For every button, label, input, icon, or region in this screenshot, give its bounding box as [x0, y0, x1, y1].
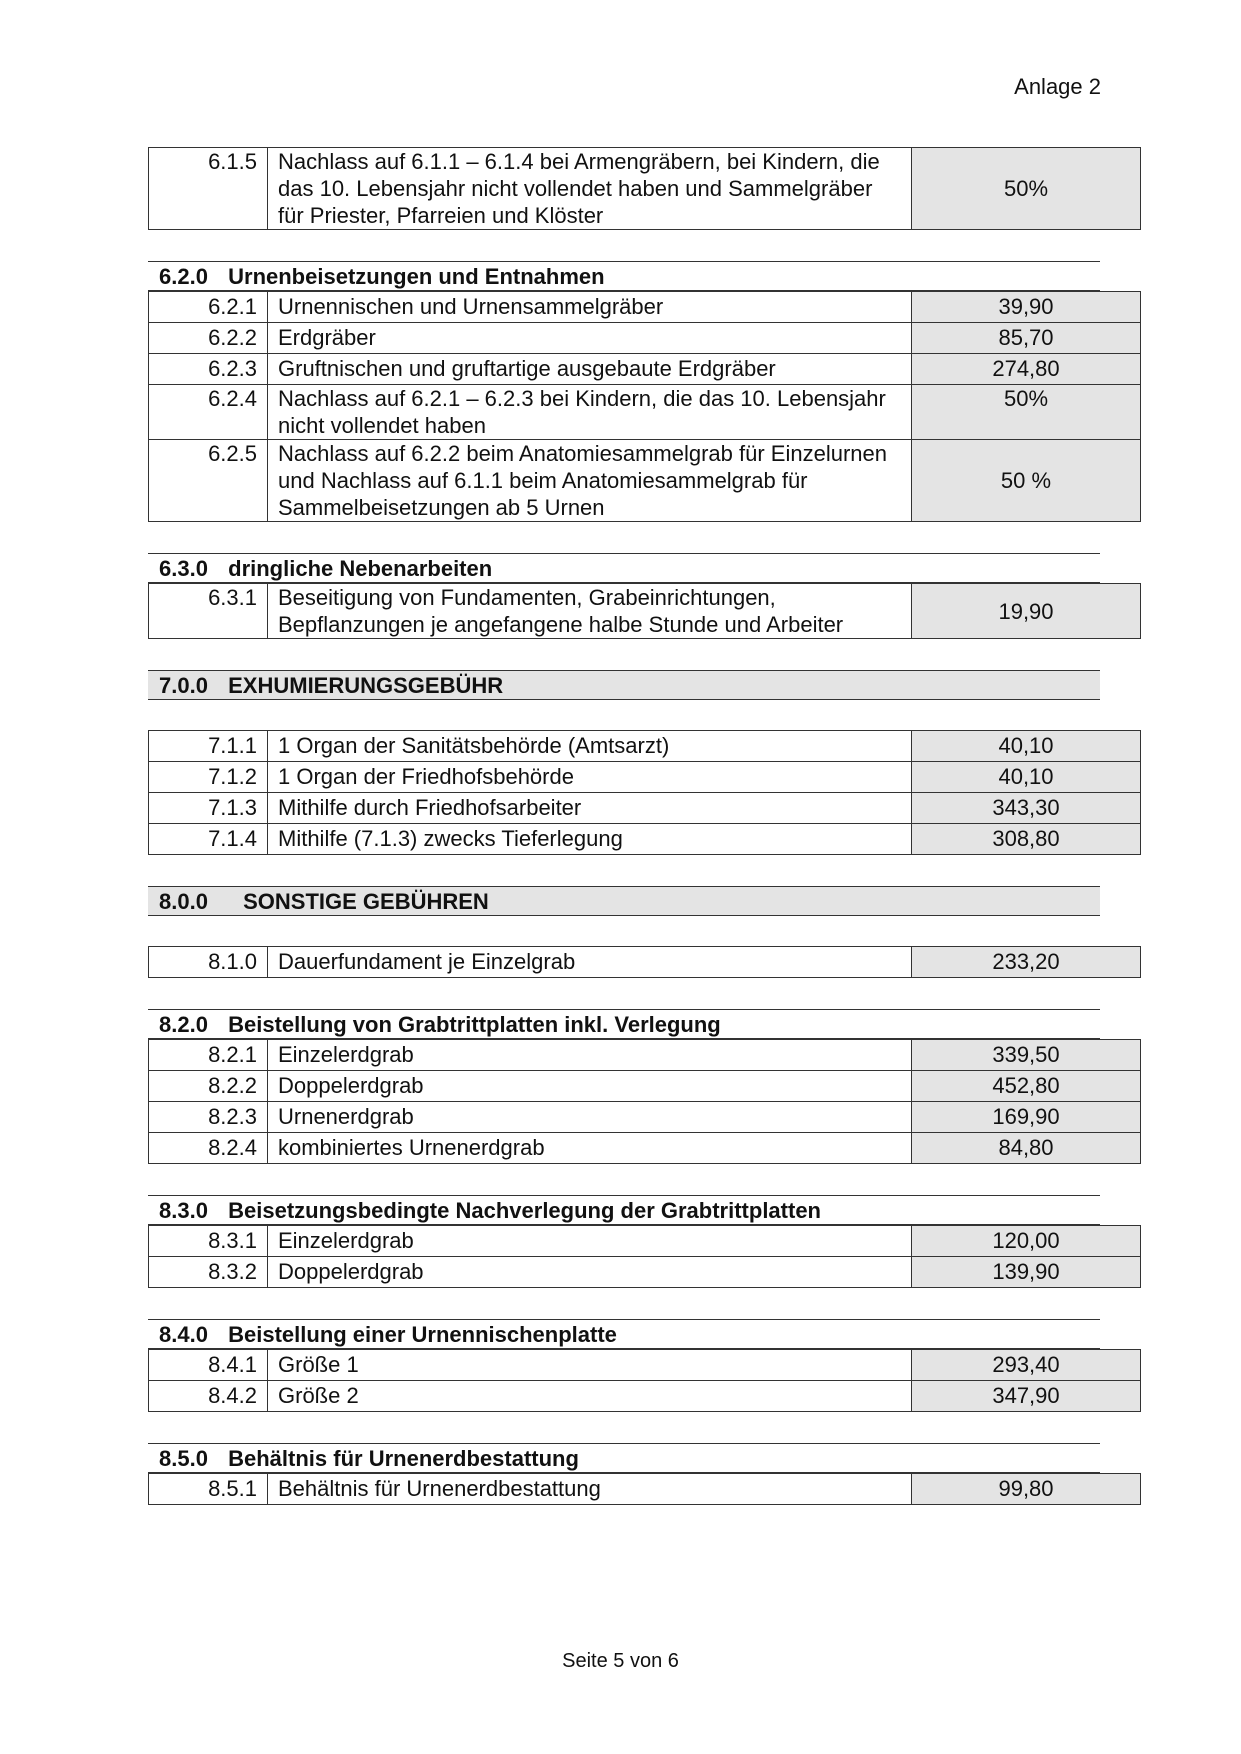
section-8-2-0 — [148, 1009, 1100, 1164]
table-row — [149, 354, 1141, 385]
table-row — [149, 731, 1141, 762]
item-value: 50 % — [912, 440, 1141, 522]
table-row — [149, 793, 1141, 824]
item-number: 8.5.1 — [149, 1474, 268, 1505]
item-number: 8.2.1 — [149, 1040, 268, 1071]
item-number: 8.4.2 — [149, 1381, 268, 1412]
item-description: 1 Organ der Sanitätsbehörde (Amtsarzt) — [268, 731, 912, 762]
table-row — [149, 824, 1141, 855]
section-number: 8.5.0 — [159, 1446, 208, 1471]
item-number: 6.2.2 — [149, 323, 268, 354]
item-description: Erdgräber — [268, 323, 912, 354]
section-7-0-0 — [148, 670, 1100, 855]
item-description: Größe 2 — [268, 1381, 912, 1412]
item-number: 7.1.4 — [149, 824, 268, 855]
item-description: Gruftnischen und gruftartige ausgebaute Erdgräber — [268, 354, 912, 385]
section-6-2-0 — [148, 261, 1100, 522]
section-heading — [148, 1009, 1100, 1039]
section-heading — [148, 886, 1100, 916]
item-description: Behältnis für Urnenerdbestattung — [268, 1474, 912, 1505]
table-row — [149, 762, 1141, 793]
fee-table — [148, 946, 1141, 978]
fee-table — [148, 583, 1141, 639]
item-number: 6.2.1 — [149, 292, 268, 323]
section-8-4-0 — [148, 1319, 1100, 1412]
item-value: 99,80 — [912, 1474, 1141, 1505]
item-value: 50% — [912, 148, 1141, 230]
item-description: Beseitigung von Fundamenten, Grabeinrichtungen, Bepflanzungen je angefangene halbe Stunde und Arbeiter — [268, 584, 912, 639]
item-description: Einzelerdgrab — [268, 1040, 912, 1071]
section-heading — [148, 1319, 1100, 1349]
item-value: 85,70 — [912, 323, 1141, 354]
section-title: Beistellung einer Urnennischenplatte — [228, 1322, 617, 1347]
section-heading — [148, 261, 1100, 291]
section-number: 8.2.0 — [159, 1012, 208, 1037]
table-row — [149, 1226, 1141, 1257]
item-number: 8.2.3 — [149, 1102, 268, 1133]
item-description: Doppelerdgrab — [268, 1071, 912, 1102]
item-value: 84,80 — [912, 1133, 1141, 1164]
item-number: 8.3.1 — [149, 1226, 268, 1257]
fee-table — [148, 1225, 1141, 1288]
item-value: 40,10 — [912, 731, 1141, 762]
table-row — [149, 584, 1141, 639]
item-number: 8.3.2 — [149, 1257, 268, 1288]
item-value: 343,30 — [912, 793, 1141, 824]
fee-table — [148, 1349, 1141, 1412]
section-heading — [148, 1195, 1100, 1225]
section-heading — [148, 1443, 1100, 1473]
section-number: 7.0.0 — [159, 673, 208, 698]
item-number: 8.2.4 — [149, 1133, 268, 1164]
item-number: 6.2.4 — [149, 385, 268, 440]
table-row — [149, 1257, 1141, 1288]
item-number: 7.1.3 — [149, 793, 268, 824]
section-8-0-0 — [148, 886, 1100, 978]
section-number: 8.4.0 — [159, 1322, 208, 1347]
table-row — [149, 385, 1141, 440]
item-value: 40,10 — [912, 762, 1141, 793]
item-value: 308,80 — [912, 824, 1141, 855]
item-value: 452,80 — [912, 1071, 1141, 1102]
item-description: Nachlass auf 6.1.1 – 6.1.4 bei Armengräbern, bei Kindern, die das 10. Lebensjahr nicht vollendet haben und Sammelgräber für Priester, Pfarreien und Klöster — [268, 148, 912, 230]
item-description: Urnennischen und Urnensammelgräber — [268, 292, 912, 323]
item-number: 8.1.0 — [149, 947, 268, 978]
table-row — [149, 440, 1141, 522]
item-value: 19,90 — [912, 584, 1141, 639]
section-heading — [148, 553, 1100, 583]
item-number: 6.1.5 — [149, 148, 268, 230]
item-value: 120,00 — [912, 1226, 1141, 1257]
item-number: 6.2.3 — [149, 354, 268, 385]
item-number: 8.2.2 — [149, 1071, 268, 1102]
section-title: Urnenbeisetzungen und Entnahmen — [228, 264, 605, 289]
item-value: 139,90 — [912, 1257, 1141, 1288]
section-title: SONSTIGE GEBÜHREN — [243, 889, 489, 914]
section-6-1-5 — [148, 147, 1100, 230]
item-description: Doppelerdgrab — [268, 1257, 912, 1288]
section-title: EXHUMIERUNGSGEBÜHR — [228, 673, 504, 698]
page-header-label: Anlage 2 — [1014, 74, 1101, 99]
item-number: 7.1.2 — [149, 762, 268, 793]
item-value: 233,20 — [912, 947, 1141, 978]
section-title: Beistellung von Grabtrittplatten inkl. Verlegung — [228, 1012, 721, 1037]
section-number: 8.0.0 — [159, 889, 208, 914]
table-row — [149, 292, 1141, 323]
item-description: Nachlass auf 6.2.1 – 6.2.3 bei Kindern, die das 10. Lebensjahr nicht vollendet haben — [268, 385, 912, 440]
item-number: 7.1.1 — [149, 731, 268, 762]
table-row — [149, 1474, 1141, 1505]
section-title: Behältnis für Urnenerdbestattung — [228, 1446, 579, 1471]
item-value: 50% — [912, 385, 1141, 440]
section-8-5-0 — [148, 1443, 1100, 1505]
item-number: 6.3.1 — [149, 584, 268, 639]
table-row — [149, 323, 1141, 354]
fee-table — [148, 1039, 1141, 1164]
fee-table — [148, 291, 1141, 522]
item-description: 1 Organ der Friedhofsbehörde — [268, 762, 912, 793]
table-row — [149, 1102, 1141, 1133]
table-row — [149, 1071, 1141, 1102]
table-row — [149, 148, 1141, 230]
section-8-3-0 — [148, 1195, 1100, 1288]
item-description: Dauerfundament je Einzelgrab — [268, 947, 912, 978]
table-row — [149, 1381, 1141, 1412]
section-title: Beisetzungsbedingte Nachverlegung der Grabtrittplatten — [228, 1198, 821, 1223]
section-number: 6.2.0 — [159, 264, 208, 289]
item-value: 274,80 — [912, 354, 1141, 385]
section-heading — [148, 670, 1100, 700]
item-description: Einzelerdgrab — [268, 1226, 912, 1257]
item-value: 339,50 — [912, 1040, 1141, 1071]
item-description: Mithilfe durch Friedhofsarbeiter — [268, 793, 912, 824]
fee-table — [148, 730, 1141, 855]
item-description: kombiniertes Urnenerdgrab — [268, 1133, 912, 1164]
section-number: 8.3.0 — [159, 1198, 208, 1223]
item-value: 39,90 — [912, 292, 1141, 323]
item-value: 169,90 — [912, 1102, 1141, 1133]
fee-table — [148, 147, 1141, 230]
section-number: 6.3.0 — [159, 556, 208, 581]
item-description: Urnenerdgrab — [268, 1102, 912, 1133]
item-description: Größe 1 — [268, 1350, 912, 1381]
table-row — [149, 1133, 1141, 1164]
section-6-3-0 — [148, 553, 1100, 639]
table-row — [149, 1040, 1141, 1071]
table-row — [149, 1350, 1141, 1381]
fee-table — [148, 1473, 1141, 1505]
item-value: 347,90 — [912, 1381, 1141, 1412]
page-number: Seite 5 von 6 — [562, 1650, 679, 1672]
fee-schedule — [148, 147, 1100, 1505]
item-number: 8.4.1 — [149, 1350, 268, 1381]
item-description: Mithilfe (7.1.3) zwecks Tieferlegung — [268, 824, 912, 855]
item-value: 293,40 — [912, 1350, 1141, 1381]
table-row — [149, 947, 1141, 978]
section-title: dringliche Nebenarbeiten — [228, 556, 493, 581]
item-description: Nachlass auf 6.2.2 beim Anatomiesammelgrab für Einzelurnen und Nachlass auf 6.1.1 beim Anatomiesammelgrab für Sammelbeisetzungen ab 5 Urnen — [268, 440, 912, 522]
item-number: 6.2.5 — [149, 440, 268, 522]
